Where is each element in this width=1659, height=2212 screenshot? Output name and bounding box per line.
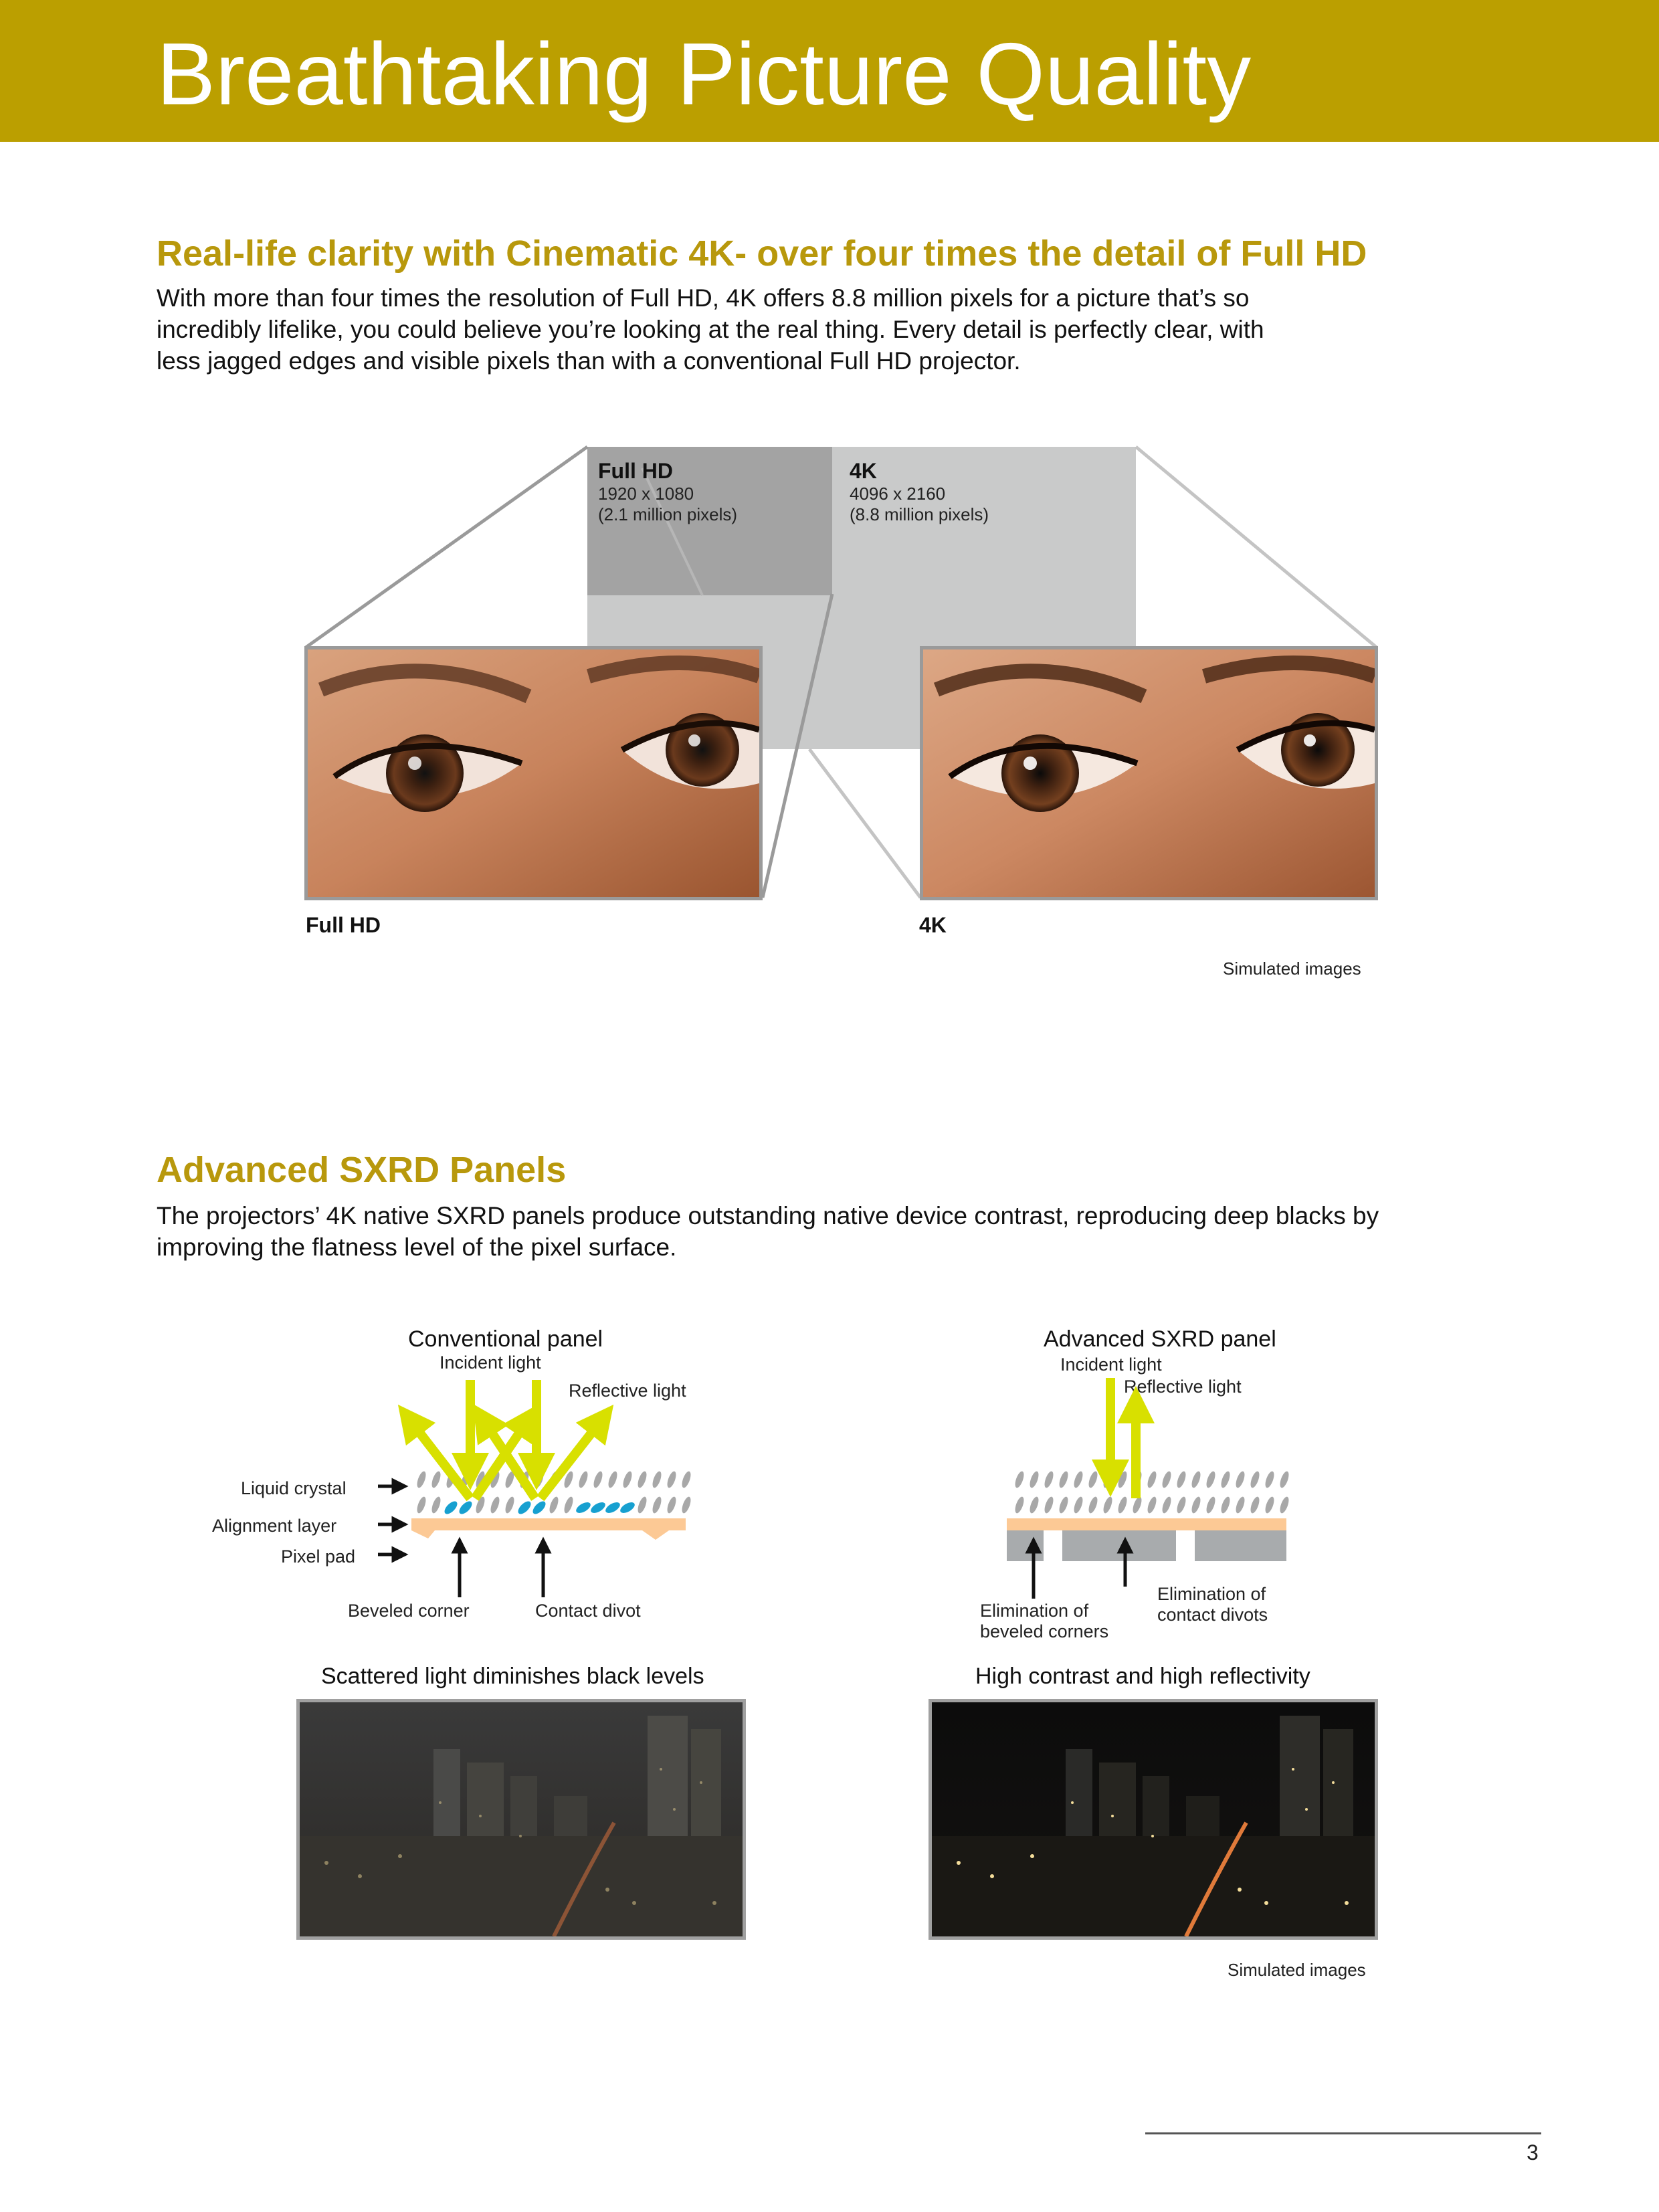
advanced-panel-title: Advanced SXRD panel	[1044, 1326, 1276, 1352]
conventional-panel-diagram	[361, 1365, 709, 1619]
fullhd-spec-label: Full HD	[598, 459, 673, 483]
fourk-spec-label: 4K	[850, 459, 877, 483]
section1-body-line: less jagged edges and visible pixels than with a conventional Full HD projector.	[157, 347, 1021, 375]
page-number: 3	[1527, 2140, 1539, 2165]
fourk-eyes-photo	[920, 646, 1378, 900]
fourk-spec-dims: 4096 x 2160	[850, 484, 946, 504]
conventional-city-photo	[296, 1699, 746, 1940]
fullhd-spec-dims: 1920 x 1080	[598, 484, 694, 504]
page-title: Breathtaking Picture Quality	[157, 25, 1252, 123]
advanced-crystal-layer	[1013, 1470, 1290, 1514]
resolution-comparison-graphic	[0, 0, 1659, 1003]
alignment-layer-label: Alignment layer	[212, 1516, 337, 1536]
fourk-spec-pixels: (8.8 million pixels)	[850, 504, 989, 524]
advanced-photo-caption: High contrast and high reflectivity	[975, 1664, 1310, 1689]
beveled-edges	[411, 1530, 669, 1540]
alignment-layer-strip	[411, 1518, 686, 1530]
scattered-crystal-highlights	[442, 1499, 636, 1516]
section2-heading: Advanced SXRD Panels	[157, 1150, 567, 1190]
advanced-city-photo	[929, 1699, 1378, 1940]
zoom-line	[1136, 447, 1377, 647]
fullhd-photo-caption: Full HD	[306, 913, 381, 937]
simulated-images-note: Simulated images	[1223, 959, 1361, 979]
fullhd-eyes-photo	[304, 646, 763, 900]
section1-heading: Real-life clarity with Cinematic 4K- over four times the detail of Full HD	[157, 233, 1367, 274]
section2-body-line: The projectors’ 4K native SXRD panels produce outstanding native device contrast, reproducing deep blacks by	[157, 1202, 1379, 1229]
section1-body-line: With more than four times the resolution of Full HD, 4K offers 8.8 million pixels for a picture that’s so	[157, 284, 1250, 312]
pixel-pad-label: Pixel pad	[281, 1546, 356, 1567]
conventional-incident-label: Incident light	[440, 1352, 541, 1373]
advanced-reflective-label: Reflective light	[1124, 1377, 1242, 1397]
advanced-pixel-pads	[1007, 1530, 1286, 1561]
conventional-panel-title: Conventional panel	[408, 1326, 603, 1352]
fourk-spec	[850, 459, 989, 525]
conventional-reflective-label: Reflective light	[569, 1381, 686, 1401]
elimination-beveled-label	[980, 1601, 1108, 1642]
fourk-photo-caption: 4K	[919, 913, 947, 937]
elimination-divots-line1: Elimination of	[1157, 1584, 1266, 1604]
elimination-beveled-line2: beveled corners	[980, 1621, 1109, 1641]
conventional-photo-caption: Scattered light diminishes black levels	[321, 1664, 704, 1689]
advanced-incident-label: Incident light	[1060, 1354, 1162, 1375]
elimination-divots-line2: contact divots	[1157, 1605, 1268, 1625]
fullhd-spec-pixels: (2.1 million pixels)	[598, 504, 738, 524]
zoom-line	[809, 749, 920, 898]
elimination-beveled-line1: Elimination of	[980, 1601, 1089, 1621]
fullhd-spec	[598, 459, 737, 525]
section1-body-line: incredibly lifelike, you could believe you’re looking at the real thing. Every detail is perfectly clear, with	[157, 316, 1264, 343]
footer-rule	[1145, 2132, 1541, 2134]
advanced-alignment-strip	[1007, 1518, 1286, 1530]
section2-body	[157, 1200, 1379, 1263]
contact-divot-label: Contact divot	[535, 1601, 641, 1621]
advanced-panel-diagram	[997, 1365, 1304, 1599]
section2-body-line: improving the flatness level of the pixel surface.	[157, 1233, 677, 1261]
zoom-line	[306, 447, 587, 647]
liquid-crystal-label: Liquid crystal	[241, 1478, 347, 1498]
beveled-corner-label: Beveled corner	[348, 1601, 470, 1621]
pointer-arrows	[378, 1486, 543, 1597]
simulated-images-note-2: Simulated images	[1228, 1960, 1366, 1980]
